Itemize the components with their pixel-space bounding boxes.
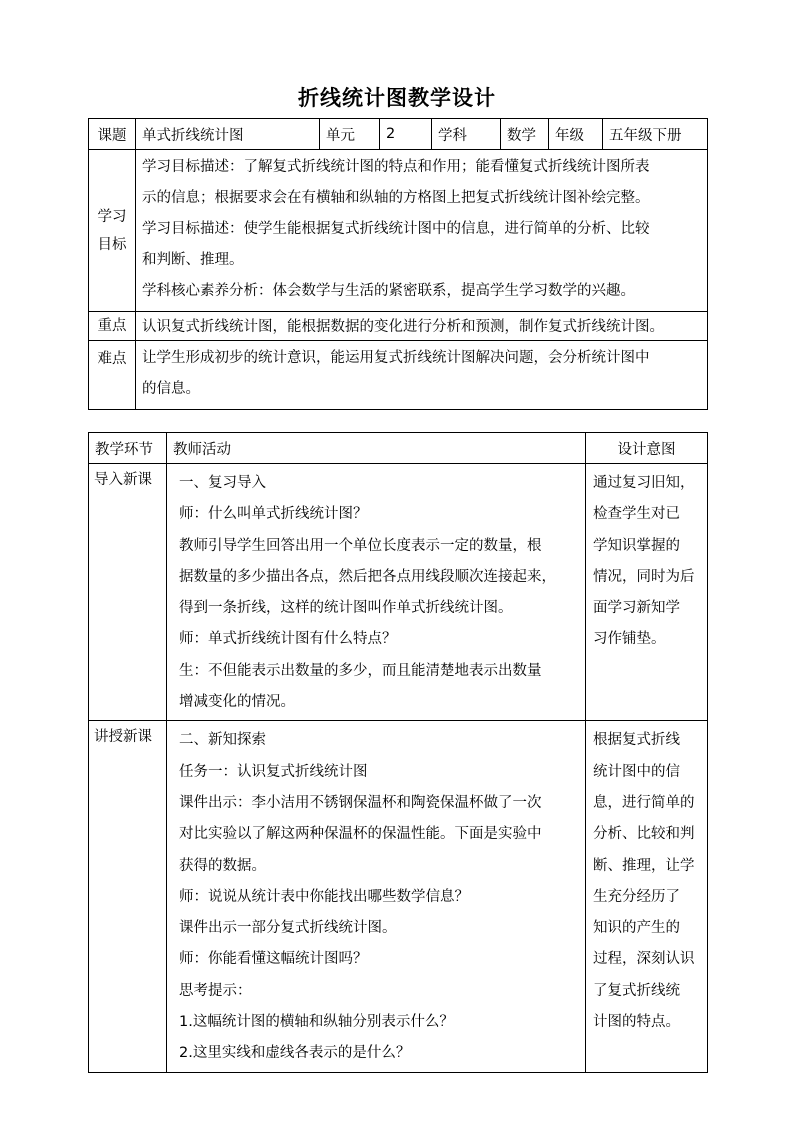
- activity-line: 师：什么叫单式折线统计图？: [179, 506, 368, 523]
- teacher-header: 教师活动: [167, 433, 586, 464]
- process-row-new: [89, 721, 708, 1072]
- stage-header: 教学环节: [89, 433, 167, 464]
- activity-line: 对比实验以了解这两种保温杯的保温性能。下面是实验中: [179, 826, 542, 843]
- goals-label-line1: 学习: [97, 208, 127, 225]
- intent-header: 设计意图: [586, 433, 708, 464]
- intent-line: 情况，同时为后: [593, 568, 695, 585]
- intent-line: 知识的产生的: [593, 920, 680, 937]
- lesson-info-table: [88, 118, 708, 410]
- grade-value: 五年级下册: [603, 119, 708, 150]
- activity-line: 二、新知探索: [179, 732, 266, 749]
- activity-line: 得到一条折线，这样的统计图叫作单式折线统计图。: [179, 600, 513, 617]
- activity-line: 师：你能看懂这幅统计图吗？: [179, 951, 368, 968]
- difficulty-line: 的信息。: [142, 381, 200, 397]
- difficulty-text: [136, 341, 708, 410]
- activity-line: 教师引导学生回答出用一个单位长度表示一定的数量，根: [179, 537, 542, 554]
- unit-value: 2: [380, 119, 432, 150]
- topic-label: 课题: [89, 119, 136, 150]
- activity-line: 1.这幅统计图的横轴和纵轴分别表示什么？: [179, 1014, 454, 1031]
- intent-line: 断、推理，让学: [593, 857, 695, 874]
- activity-line: 课件出示一部分复式折线统计图。: [179, 920, 397, 937]
- key-point-label: 重点: [89, 312, 136, 341]
- activity-line: 师：说说从统计表中你能找出哪些数学信息？: [179, 888, 469, 905]
- intro-intent: [586, 464, 708, 721]
- stage-intro: 导入新课: [89, 464, 167, 721]
- activity-line: 生：不但能表示出数量的多少，而且能清楚地表示出数量: [179, 662, 542, 679]
- difficulty-row: [89, 341, 708, 410]
- goals-row: [89, 150, 708, 312]
- activity-line: 任务一：认识复式折线统计图: [179, 763, 368, 780]
- goals-line: 示的信息；根据要求会在有横轴和纵轴的方格图上把复式折线统计图补绘完整。: [142, 190, 650, 206]
- goals-label-line2: 目标: [97, 236, 127, 253]
- activity-line: 师：单式折线统计图有什么特点？: [179, 631, 397, 648]
- goals-line: 学习目标描述：了解复式折线统计图的特点和作用；能看懂复式折线统计图所表: [142, 159, 650, 175]
- intent-line: 生充分经历了: [593, 888, 680, 905]
- new-activities: [167, 721, 586, 1072]
- activity-line: 一、复习导入: [179, 475, 266, 491]
- goals-line: 和判断、推理。: [142, 252, 244, 268]
- grade-label: 年级: [549, 119, 603, 150]
- topic-value: 单式折线统计图: [136, 119, 320, 150]
- subject-value: 数学: [501, 119, 549, 150]
- intent-line: 过程，深刻认识: [593, 951, 695, 968]
- intent-line: 分析、比较和判: [593, 826, 695, 843]
- document-title: 折线统计图教学设计: [298, 85, 496, 110]
- intent-line: 息，进行简单的: [593, 794, 695, 811]
- activity-line: 据数量的多少描出各点，然后把各点用线段顺次连接起来，: [179, 568, 556, 585]
- difficulty-line: 让学生形成初步的统计意识，能运用复式折线统计图解决问题，会分析统计图中: [142, 350, 650, 366]
- intent-line: 学知识掌握的: [593, 537, 680, 554]
- activity-line: 2.这里实线和虚线各表示的是什么？: [179, 1045, 411, 1062]
- teaching-process-table: [88, 432, 708, 1073]
- activity-line: 思考提示：: [179, 982, 252, 999]
- difficulty-label: 难点: [89, 341, 136, 410]
- intent-line: 通过复习旧知，: [593, 475, 695, 491]
- activity-line: 获得的数据。: [179, 857, 266, 874]
- process-row-intro: [89, 464, 708, 721]
- unit-label: 单元: [320, 119, 380, 150]
- intent-line: 根据复式折线: [593, 732, 680, 749]
- activity-line: 课件出示：李小洁用不锈钢保温杯和陶瓷保温杯做了一次: [179, 794, 542, 811]
- info-header-row: [89, 119, 708, 150]
- intent-line: 检查学生对已: [593, 506, 680, 523]
- goals-text: [136, 150, 708, 312]
- intent-line: 面学习新知学: [593, 600, 680, 617]
- goals-line: 学科核心素养分析：体会数学与生活的紧密联系，提高学生学习数学的兴趣。: [142, 283, 635, 299]
- activity-line: 增减变化的情况。: [179, 694, 295, 711]
- intro-activities: [167, 464, 586, 721]
- key-point-text: 认识复式折线统计图，能根据数据的变化进行分析和预测，制作复式折线统计图。: [136, 312, 708, 341]
- stage-new: 讲授新课: [89, 721, 167, 1072]
- intent-line: 统计图中的信: [593, 763, 680, 780]
- intent-line: 了复式折线统: [593, 982, 680, 999]
- process-header-row: [89, 433, 708, 464]
- intent-line: 计图的特点。: [593, 1014, 680, 1031]
- intent-line: 习作铺垫。: [593, 631, 666, 648]
- goals-line: 学习目标描述：使学生能根据复式折线统计图中的信息，进行简单的分析、比较: [142, 221, 650, 237]
- key-point-row: [89, 312, 708, 341]
- goals-label: [89, 150, 136, 312]
- new-intent: [586, 721, 708, 1072]
- subject-label: 学科: [432, 119, 501, 150]
